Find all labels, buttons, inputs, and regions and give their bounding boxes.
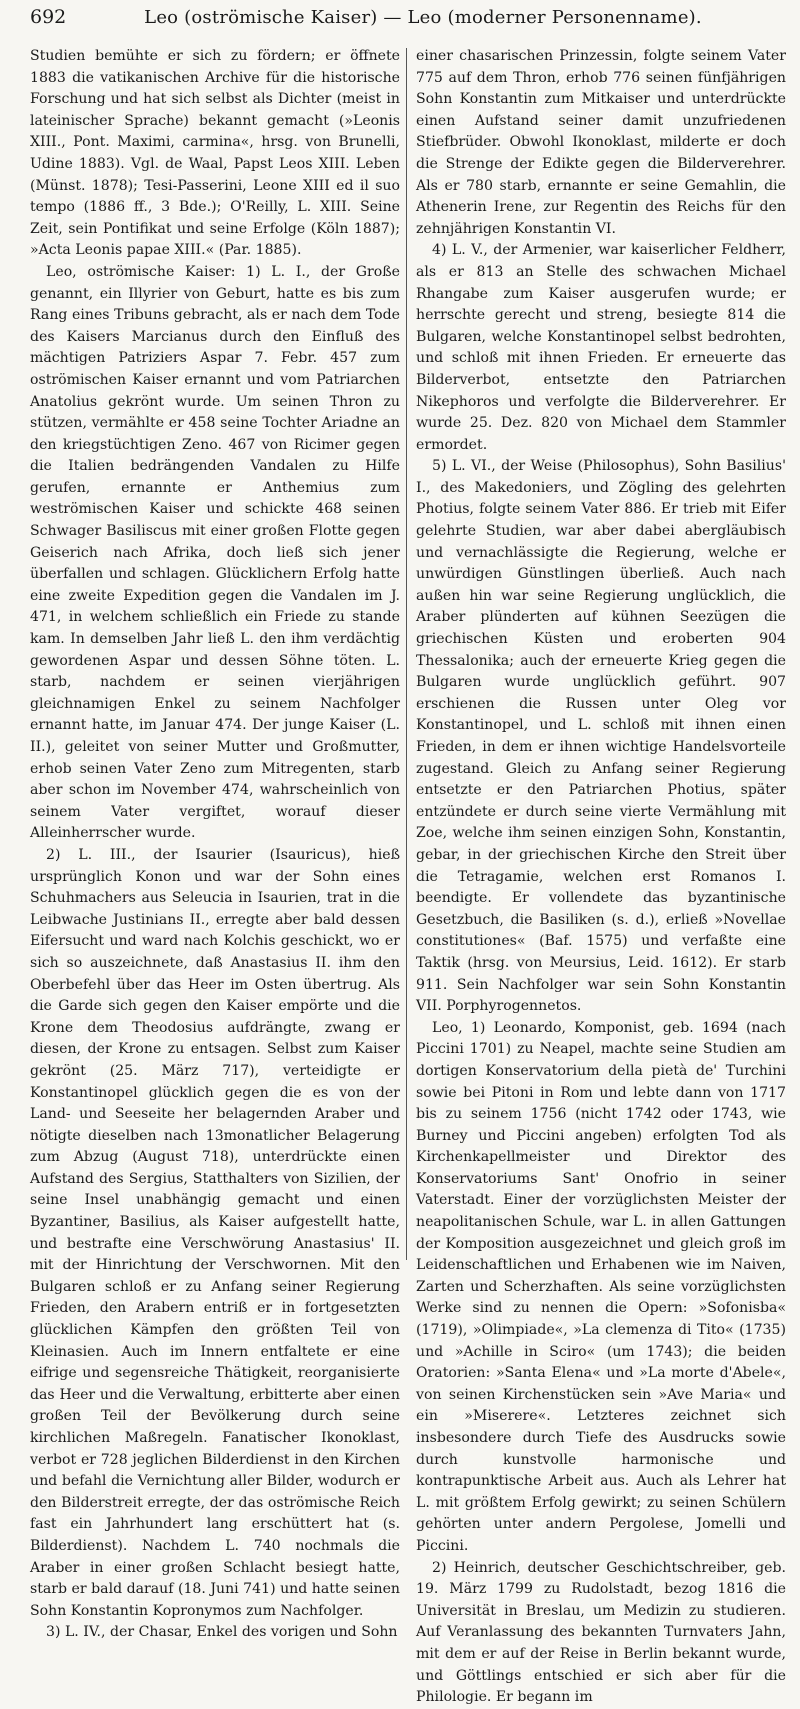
paragraph: 2) Heinrich, deutscher Geschichtschreiber, geb. 19. März 1799 zu Rudolstadt, bezog 1816 die Universität in Breslau, um Medizin zu studieren. Auf Veranlassung des bekannten Turnvaters Jahn, mit dem er auf der Reise in Berlin bekannt wurde, und Göttlings entschied er sich aber für die Philologie. Er begann im bbox=[416, 1559, 786, 1706]
paragraph: 4) L. V., der Armenier, war kaiserlicher Feldherr, als er 813 an Stelle des schwachen Michael Rhangabe zum Kaiser ausgerufen wurde; er herrschte gerecht und streng, besiegte 814 die Bulgaren, welche Konstantinopel selbst bedrohten, und schloß mit ihnen Frieden. Er erneuerte das Bilderverbot, entsetzte den Patriarchen Nikephoros und verfolgte die Bilderverehrer. Er wurde 25. Dez. 820 von Michael dem Stammler ermordet. bbox=[416, 242, 786, 453]
page-header bbox=[30, 6, 786, 46]
paragraph: 3) L. IV., der Chasar, Enkel des vorigen und Sohn bbox=[46, 1624, 398, 1641]
running-head: Leo (oströmische Kaiser) — Leo (moderner Personenname). bbox=[144, 7, 702, 28]
right-column bbox=[416, 46, 786, 1709]
paragraph: einer chasarischen Prinzessin, folgte seinem Vater 775 auf dem Thron, erhob 776 seinen fünfjährigen Sohn Konstantin zum Mitkaiser und unterdrückte einen Aufstand seiner damit unzufriedenen Stiefbrüder. Obwohl Ikonoklast, milderte er doch die Strenge der Edikte gegen die Bilderverehrer. Als er 780 starb, ernannte er seine Gemahlin, die Athenerin Irene, zur Regentin des Reichs für den zehnjährigen Konstantin VI. bbox=[416, 48, 786, 237]
paragraph: 5) L. VI., der Weise (Philosophus), Sohn Basilius' I., des Makedoniers, und Zögling des gelehrten Photius, folgte seinem Vater 886. Er trieb mit Eifer gelehrte Studien, war aber dabei abergläubisch und vernachlässigte die Regierung, welche er unwürdigen Günstlingen überließ. Auch nach außen hin war seine Regierung unglücklich, die Araber plünderten auf kühnen Seezügen die griechischen Küsten und eroberten 904 Thessalonika; auch der erneuerte Krieg gegen die Bulgaren wurde unglücklich geführt. 907 erschienen die Russen unter Oleg vor Konstantinopel, und L. schloß mit ihnen einen Frieden, in dem er ihnen wichtige Handelsvorteile zugestand. Gleich zu Anfang seiner Regierung entsetzte er den Patriarchen Photius, später entzündete er durch seine vierte Vermählung mit Zoe, welche ihm seinen einzigen Sohn, Konstantin, gebar, in der griechischen Kirche den Streit über die Tetragamie, welchen erst Romanos I. beendigte. Er vollendete das byzantinische Gesetzbuch, die Basiliken (s. d.), erließ »Novellae constitutiones« (Baf. 1575) und verfaßte eine Taktik (hrsg. von Meursius, Leid. 1612). Er starb 911. Sein Nachfolger war sein Sohn Konstantin VII. Porphyrogennetos. bbox=[416, 458, 786, 1015]
text-columns bbox=[30, 46, 786, 1709]
column-rule bbox=[406, 48, 407, 1260]
left-column bbox=[30, 46, 400, 1709]
paragraph: Leo, 1) Leonardo, Komponist, geb. 1694 (nach Piccini 1701) zu Neapel, machte seine Studien am dortigen Konservatorium della pietà de' Turchini sowie bei Pitoni in Rom und lebte dann von 1717 bis zu seinem 1756 (nicht 1742 oder 1743, wie Burney und Piccini angeben) erfolgten Tod als Kirchenkapellmeister und Direktor des Konservatoriums Sant' Onofrio in seiner Vaterstadt. Einer der vorzüglichsten Meister der neapolitanischen Schule, war L. in allen Gattungen der Komposition ausgezeichnet und gleich groß im Leidenschaftlichen und Erhabenen wie im Naiven, Zarten und Scherzhaften. Als seine vorzüglichsten Werke sind zu nennen die Opern: »Sofonisba« (1719), »Olimpiade«, »La clemenza di Tito« (1735) und »Achille in Sciro« (um 1743); die beiden Oratorien: »Santa Elena« und »La morte d'Abele«, von seinen Kirchenstücken sein »Ave Maria« und ein »Miserere«. Letzteres zeichnet sich insbesondere durch Tiefe des Ausdrucks sowie durch kunstvolle harmonische und kontrapunktische Arbeit aus. Auch als Lehrer hat L. mit größtem Erfolg gewirkt; zu seinen Schülern gehörten unter andern Pergolese, Jomelli und Piccini. bbox=[416, 1019, 786, 1554]
page-number: 692 bbox=[30, 6, 67, 28]
paragraph: Leo, oströmische Kaiser: 1) L. I., der Große genannt, ein Illyrier von Geburt, hatte es bis zum Rang eines Tribuns gebracht, als er nach dem Tode des Kaisers Marcianus durch den Einfluß des mächtigen Patriziers Aspar 7. Febr. 457 zum oströmischen Kaiser ernannt und vom Patriarchen Anatolius gekrönt wurde. Um seinen Thron zu stützen, vermählte er 458 seine Tochter Ariadne an den kriegstüchtigen Zeno. 467 von Ricimer gegen die Italien bedrängenden Vandalen zu Hilfe gerufen, ernannte er Anthemius zum weströmischen Kaiser und schickte 468 seinen Schwager Basiliscus mit einer großen Flotte gegen Geiserich nach Afrika, doch ließ sich jener überfallen und schlagen. Glücklichern Erfolg hatte eine zweite Expedition gegen die Vandalen im J. 471, in welchem schließlich ein Friede zu stande kam. In demselben Jahr ließ L. den ihm verdächtig gewordenen Aspar und dessen Söhne töten. L. starb, nachdem er seinen vierjährigen gleichnamigen Enkel zu seinem Nachfolger ernannt hatte, im Januar 474. Der junge Kaiser (L. II.), geleitet von seiner Mutter und Großmutter, erhob seinen Vater Zeno zum Mitregenten, starb aber schon im November 474, wahrscheinlich von seinem Vater vergiftet, worauf dieser Alleinherrscher wurde. bbox=[30, 263, 400, 842]
paragraph: Studien bemühte er sich zu fördern; er öffnete 1883 die vatikanischen Archive für die historische Forschung und hat sich selbst als Dichter (meist in lateinischer Sprache) bekannt gemacht (»Leonis XIII., Pont. Maximi, carmina«, hrsg. von Brunelli, Udine 1883). Vgl. de Waal, Papst Leos XIII. Leben (Münst. 1878); Tesi-Passerini, Leone XIII ed il suo tempo (1886 ff., 3 Bde.); O'Reilly, L. XIII. Seine Zeit, sein Pontifikat und seine Erfolge (Köln 1887); »Acta Leonis papae XIII.« (Par. 1885). bbox=[30, 48, 400, 259]
paragraph: 2) L. III., der Isaurier (Isauricus), hieß ursprünglich Konon und war der Sohn eines Schuhmachers aus Seleucia in Isaurien, trat in die Leibwache Justinians II., erregte aber bald dessen Eifersucht und ward nach Kolchis geschickt, wo er sich so auszeichnete, daß Anastasius II. ihm den Oberbefehl über das Heer im Osten übertrug. Als die Garde sich gegen den Kaiser empörte und die Krone dem Theodosius aufdrängte, zwang er diesen, der Krone zu entsagen. Selbst zum Kaiser gekrönt (25. März 717), verteidigte er Konstantinopel glücklich gegen die es von der Land- und Seeseite her belagernden Araber und nötigte dieselben nach 13monatlicher Belagerung zum Abzug (August 718), unterdrückte einen Aufstand des Sergius, Statthalters von Sizilien, der seine Insel unabhängig gemacht und einen Byzantiner, Basilius, als Kaiser aufgestellt hatte, und bestrafte eine Verschwörung Anastasius' II. mit der Hinrichtung der Verschwornen. Mit den Bulgaren schloß er zu Anfang seiner Regierung Frieden, den Arabern entriß er in fortgesetzten glücklichen Kämpfen den größten Teil von Kleinasien. Auch im Innern entfaltete er eine eifrige und segensreiche Thätigkeit, reorganisierte das Heer und die Verwaltung, erbitterte aber einen großen Teil der Bevölkerung durch seine kirchlichen Maßregeln. Fanatischer Ikonoklast, verbot er 728 jeglichen Bilderdienst in den Kirchen und befahl die Vernichtung aller Bilder, wodurch er den Bilderstreit erregte, der das oströmische Reich fast ein Jahrhundert lang erschüttert hat (s. Bilderdienst). Nachdem L. 740 nochmals die Araber in einer großen Schlacht besiegt hatte, starb er bald darauf (18. Juni 741) und hatte seinen Sohn Konstantin Kopronymos zum Nachfolger. bbox=[30, 846, 400, 1619]
